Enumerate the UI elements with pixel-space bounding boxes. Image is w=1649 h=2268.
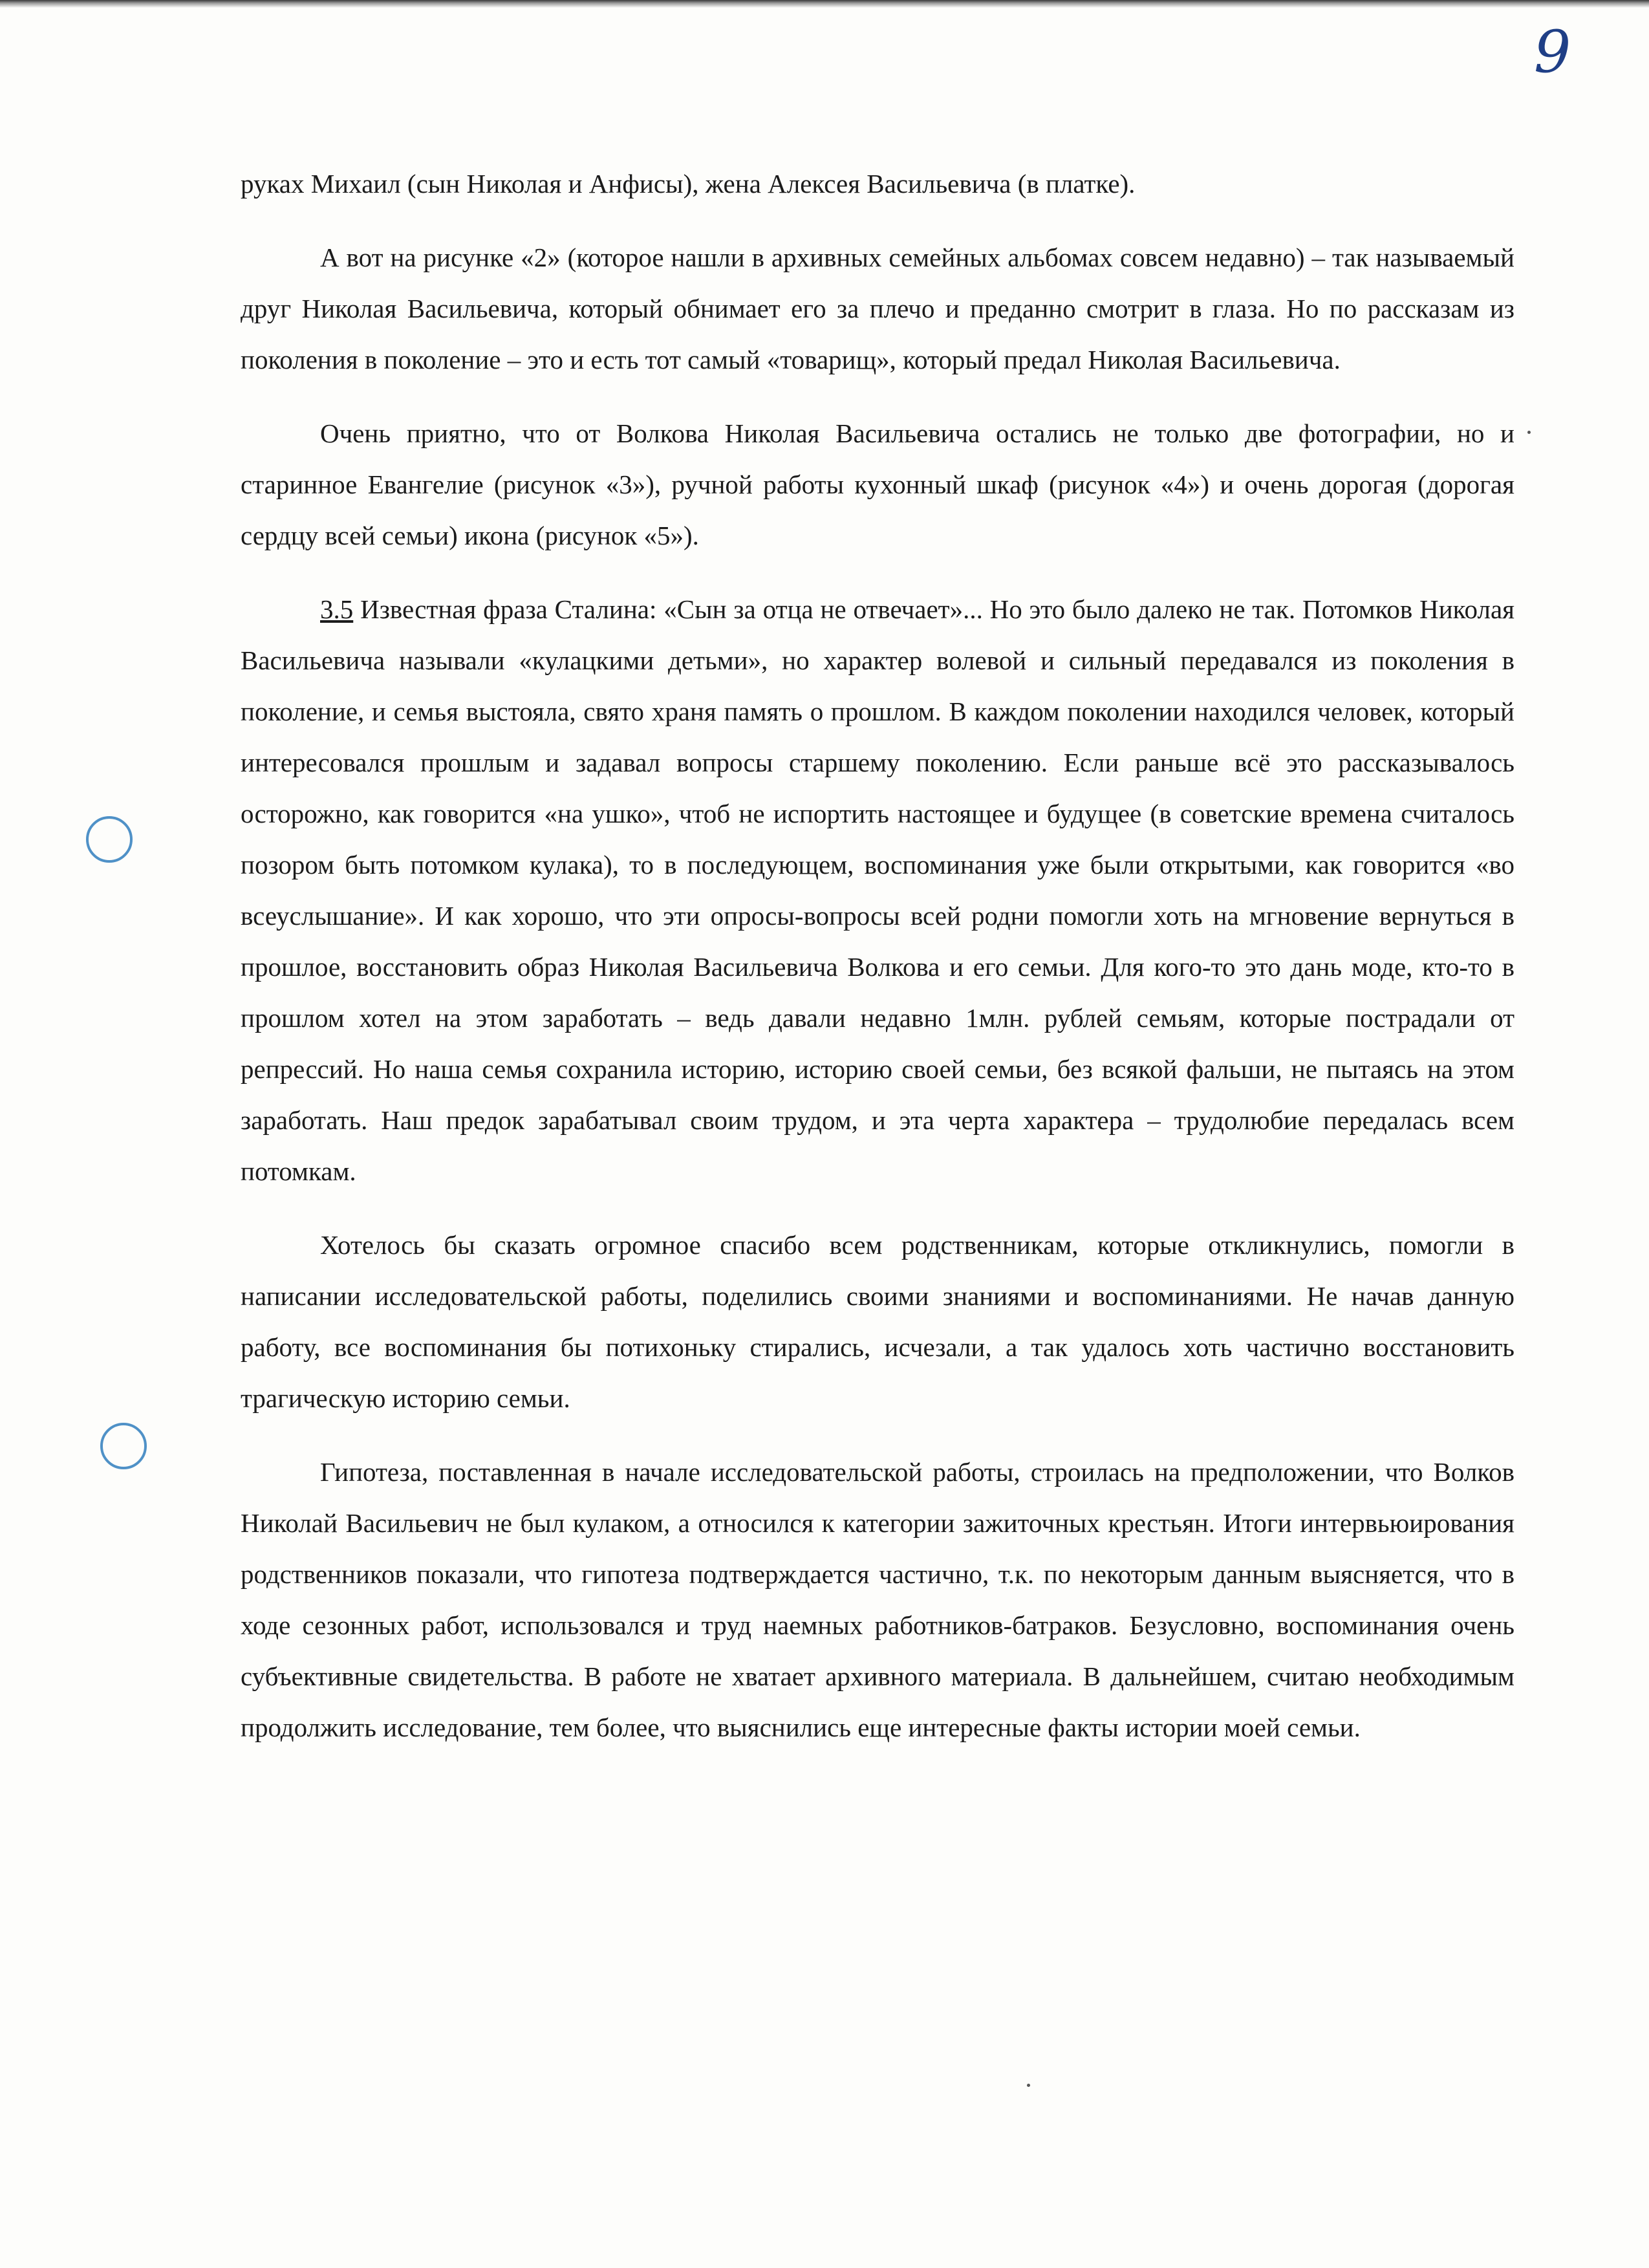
paragraph-2: А вот на рисунке «2» (которое нашли в архивных семейных альбомах совсем недавно) – так называемый друг Николая Васильевича, который обнимает его за плечо и преданно смотрит в глаза. Но по рассказам из поколения в поколение – это и есть тот самый «товарищ», который предал Николая Васильевича. xyxy=(241,243,1514,374)
paragraph-1: руках Михаил (сын Николая и Анфисы), жена Алексея Васильевича (в платке). xyxy=(241,169,1136,199)
section-number: 3.5 xyxy=(320,594,354,624)
paragraph-4-text: Известная фраза Сталина: «Сын за отца не отвечает»... Но это было далеко не так. Потомков Николая Васильевича называли «кулацкими детьми», но характер волевой и сильный передавался из поколения в поколение, и семья выстояла, свято храня память о прошлом. В каждом поколении находился человек, который интересовался прошлым и задавал вопросы старшему поколению. Если раньше всё это рассказывалось осторожно, как говорится «на ушко», чтоб не испортить настоящее и будущее (в советские времена считалось позором быть потомком кулака), то в последующем, воспоминания уже были открытыми, как говорится «во всеуслышание». И как хорошо, что эти опросы-вопросы всей родни помогли хоть на мгновение вернуться в прошлое, восстановить образ Николая Васильевича Волкова и его семьи. Для кого-то это дань моде, кто-то в прошлом хотел на этом заработать – ведь давали недавно 1млн. рублей семьям, которые пострадали от репрессий. Но наша семья сохранила историю, историю своей семьи, без всякой фальши, не пытаясь на этом заработать. Наш предок зарабатывал своим трудом, и эта черта характера – трудолюбие передалась всем потомкам. xyxy=(241,594,1514,1186)
document-body xyxy=(241,158,1514,1776)
punch-hole-mark xyxy=(100,1423,147,1469)
scan-speck xyxy=(1527,431,1531,434)
punch-hole-mark xyxy=(86,816,133,863)
paragraph-3: Очень приятно, что от Волкова Николая Васильевича остались не только две фотографии, но и старинное Евангелие (рисунок «3»), ручной работы кухонный шкаф (рисунок «4») и очень дорогая (дорогая сердцу всей семьи) икона (рисунок «5»). xyxy=(241,418,1514,550)
scan-top-edge xyxy=(0,0,1649,8)
page-number: 9 xyxy=(1534,18,1571,86)
paragraph-6: Гипотеза, поставленная в начале исследовательской работы, строилась на предположении, что Волков Николай Васильевич не был кулаком, а относился к категории зажиточных крестьян. Итоги интервьюирования родственников показали, что гипотеза подтверждается частично, т.к. по некоторым данным выясняется, что в ходе сезонных работ, использовался и труд наемных работников-батраков. Безусловно, воспоминания очень субъективные свидетельства. В работе не хватает архивного материала. В дальнейшем, считаю необходимым продолжить исследование, тем более, что выяснились еще интересные факты истории моей семьи. xyxy=(241,1457,1514,1742)
scan-speck xyxy=(1027,2084,1030,2087)
paragraph-5: Хотелось бы сказать огромное спасибо всем родственникам, которые откликнулись, помогли в написании исследовательской работы, поделились своими знаниями и воспоминаниями. Не начав данную работу, все воспоминания бы потихоньку стирались, исчезали, а так удалось хоть частично восстановить трагическую историю семьи. xyxy=(241,1230,1514,1413)
paragraph-4 xyxy=(241,584,1514,1197)
